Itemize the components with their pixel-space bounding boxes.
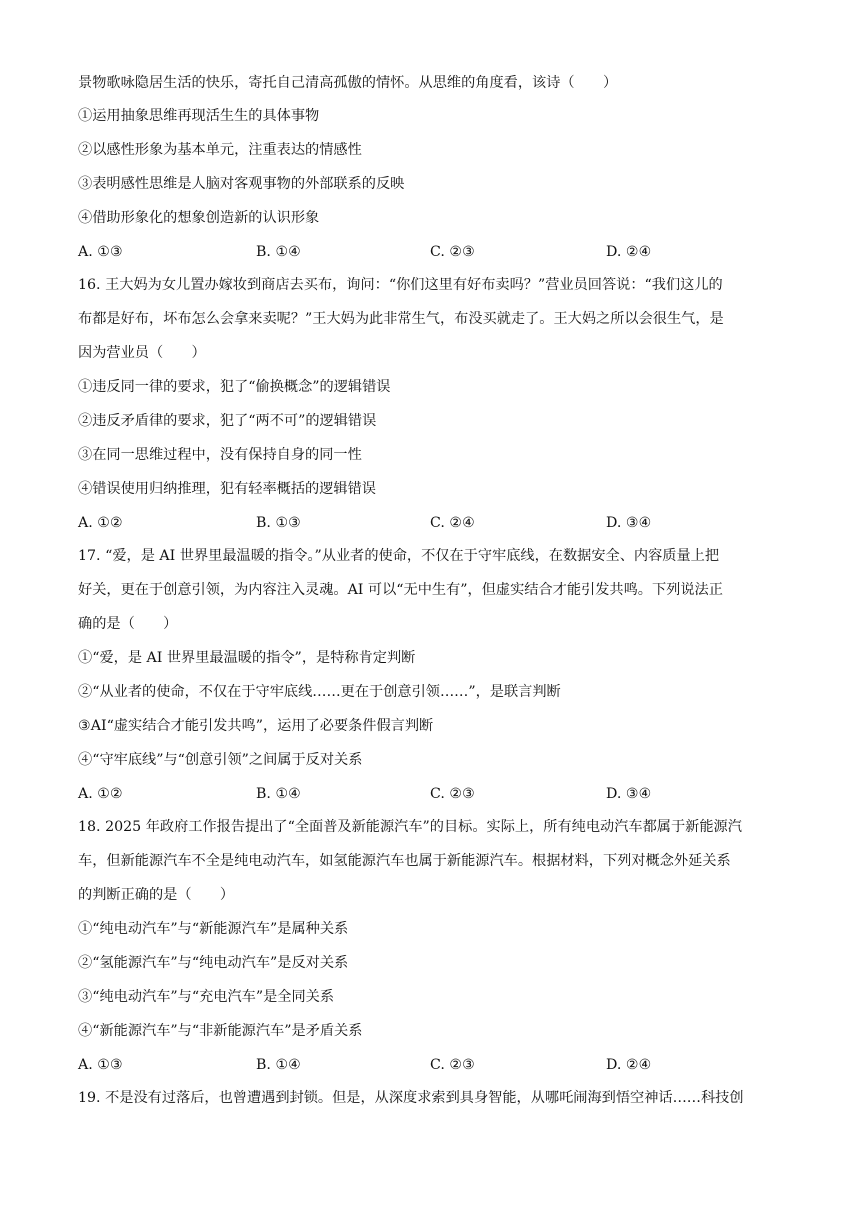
question-17-stem-line-2: 好关，更在于创意引领，为内容注入灵魂。AI 可以“无中生有”，但虚实结合才能引发共鸣。下列说法正: [78, 582, 723, 598]
option-d[interactable]: D. ③④: [606, 515, 652, 531]
option-a[interactable]: A. ①②: [78, 515, 123, 531]
option-b[interactable]: B. ①④: [256, 1057, 301, 1073]
question-15-options: [78, 242, 798, 262]
option-c[interactable]: C. ②④: [430, 515, 475, 531]
option-a[interactable]: A. ①③: [78, 244, 123, 260]
option-c[interactable]: C. ②③: [430, 786, 475, 802]
question-16-stem-line-2: 布都是好布，坏布怎么会拿来卖呢？”王大妈为此非常生气，布没买就走了。王大妈之所以会很生气，是: [78, 311, 724, 327]
question-15-item-3: ③表明感性思维是人脑对客观事物的外部联系的反映: [78, 176, 405, 192]
question-17-stem-line-3: 确的是（ ）: [78, 616, 178, 632]
question-19-stem-line-1: 19. 不是没有过落后，也曾遭遇到封锁。但是，从深度求索到具身智能，从哪吒闹海到悟空神话……科技创: [78, 1090, 744, 1106]
question-17-item-3: ③AI“虚实结合才能引发共鸣”，运用了必要条件假言判断: [78, 718, 434, 734]
question-17-options: [78, 784, 798, 804]
option-d[interactable]: D. ③④: [606, 786, 652, 802]
question-15-item-2: ②以感性形象为基本单元，注重表达的情感性: [78, 142, 362, 158]
question-18-item-1: ①“纯电动汽车”与“新能源汽车”是属种关系: [78, 921, 349, 937]
question-16-item-3: ③在同一思维过程中，没有保持自身的同一性: [78, 447, 362, 463]
question-16-item-4: ④错误使用归纳推理，犯有轻率概括的逻辑错误: [78, 481, 376, 497]
question-18-stem-line-3: 的判断正确的是（ ）: [78, 887, 235, 903]
question-16-stem-line-1: 16. 王大妈为女儿置办嫁妆到商店去买布，询问：“你们这里有好布卖吗？”营业员回答说：“我们这儿的: [78, 277, 723, 293]
question-15-stem: 景物歌咏隐居生活的快乐，寄托自己清高孤傲的情怀。从思维的角度看，该诗（ ）: [78, 75, 618, 91]
question-18-stem-line-1: 18. 2025 年政府工作报告提出了“全面普及新能源汽车”的目标。实际上，所有纯电动汽车都属于新能源汽: [78, 819, 742, 835]
question-16-item-1: ①违反同一律的要求，犯了“偷换概念”的逻辑错误: [78, 379, 391, 395]
question-16-stem-line-3: 因为营业员（ ）: [78, 345, 206, 361]
option-a[interactable]: A. ①③: [78, 1057, 123, 1073]
question-17-stem-line-1: 17. “爱，是 AI 世界里最温暖的指令。”从业者的使命，不仅在于守牢底线，在数据安全、内容质量上把: [78, 548, 720, 564]
question-18-item-3: ③“纯电动汽车”与“充电汽车”是全同关系: [78, 989, 335, 1005]
question-15-item-4: ④借助形象化的想象创造新的认识形象: [78, 210, 320, 226]
question-17-item-2: ②“从业者的使命，不仅在于守牢底线……更在于创意引领……”，是联言判断: [78, 684, 561, 700]
option-b[interactable]: B. ①④: [256, 786, 301, 802]
option-b[interactable]: B. ①③: [256, 515, 301, 531]
question-16-item-2: ②违反矛盾律的要求，犯了“两不可”的逻辑错误: [78, 413, 377, 429]
question-18-item-2: ②“氢能源汽车”与“纯电动汽车”是反对关系: [78, 955, 349, 971]
option-b[interactable]: B. ①④: [256, 244, 301, 260]
option-d[interactable]: D. ②④: [606, 1057, 652, 1073]
question-16-options: [78, 513, 798, 533]
question-17-item-4: ④“守牢底线”与“创意引领”之间属于反对关系: [78, 752, 363, 768]
option-c[interactable]: C. ②③: [430, 1057, 475, 1073]
question-17-item-1: ①“爱，是 AI 世界里最温暖的指令”，是特称肯定判断: [78, 650, 416, 666]
question-18-options: [78, 1055, 798, 1075]
option-a[interactable]: A. ①②: [78, 786, 123, 802]
option-c[interactable]: C. ②③: [430, 244, 475, 260]
option-d[interactable]: D. ②④: [606, 244, 652, 260]
question-15-item-1: ①运用抽象思维再现活生生的具体事物: [78, 108, 320, 124]
question-18-stem-line-2: 车，但新能源汽车不全是纯电动汽车，如氢能源汽车也属于新能源汽车。根据材料，下列对概念外延关系: [78, 853, 731, 869]
question-18-item-4: ④“新能源汽车”与“非新能源汽车”是矛盾关系: [78, 1023, 363, 1039]
